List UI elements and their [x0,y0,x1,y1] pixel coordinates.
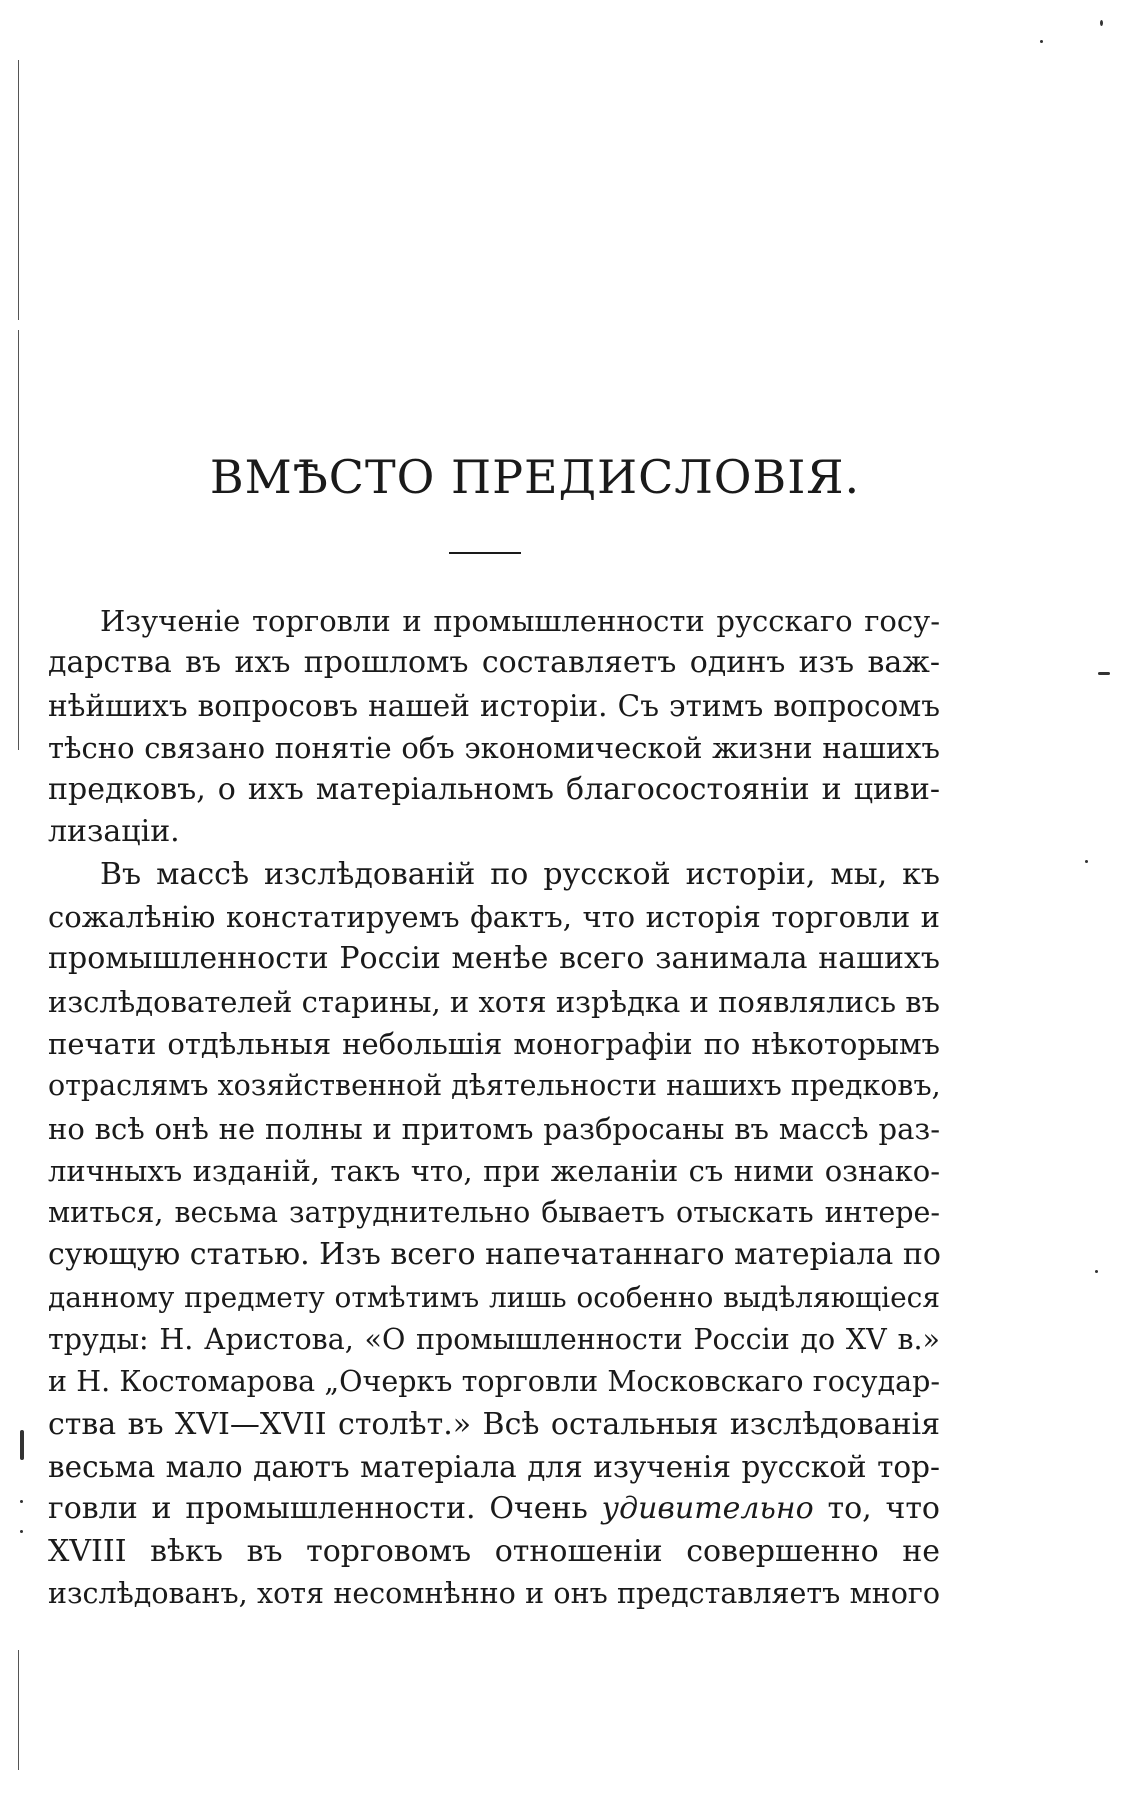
title-rule [449,552,521,554]
scan-edge-mark [18,330,19,750]
italic-emphasis: удивительно [601,1491,814,1527]
text-line: личныхъ изданій, такъ что, при желаніи съ ними ознако- [48,1153,940,1188]
scan-speck [20,1430,24,1460]
page-title: ВМѢСТО ПРЕДИСЛОВІЯ. [209,450,861,504]
text-line: изслѣдованъ, хотя несомнѣнно и онъ представляетъ много [48,1576,940,1610]
scan-speck [1085,860,1088,863]
text-segment: говли и промышленности. Очень [48,1491,588,1527]
body-text [48,600,940,1615]
text-line: печати отдѣльныя небольшія монографіи по нѣкоторымъ [48,1026,940,1061]
scan-speck [1100,20,1103,26]
text-line: Изученіе торговли и промышленности русскаго госу- [100,604,940,638]
scan-speck [20,1530,23,1533]
text-line: промышленности Россіи менѣе всего занимала нашихъ [48,941,940,977]
text-line: Въ массѣ изслѣдованій по русской исторіи, мы, къ [100,856,940,892]
text-line: весьма мало даютъ матеріала для изученія русской тор- [48,1449,940,1484]
text-segment: то, что [813,1491,940,1527]
text-line: и Н. Костомарова „Очеркъ торговли Московскаго государ- [48,1365,940,1399]
scan-speck [1095,1270,1098,1273]
scan-speck [20,1500,23,1503]
text-line: труды: Н. Аристова, «О промышленности Россіи до XV в.» [48,1323,940,1357]
text-line: но всѣ онѣ не полны и притомъ разбросаны въ массѣ раз- [48,1111,940,1146]
text-line: данному предмету отмѣтимъ лишь особенно выдѣляющіеся [48,1280,940,1314]
text-line: нѣйшихъ вопросовъ нашей исторіи. Съ этимъ вопросомъ [48,688,940,723]
text-line: дарства въ ихъ прошломъ составляетъ одинъ изъ важ- [48,645,940,681]
text-line: тѣсно связано понятіе объ экономической жизни нашихъ [48,730,940,765]
text-line: сожалѣнію констатируемъ фактъ, что исторія торговли и [48,900,940,935]
scan-edge-mark [18,1650,19,1770]
text-line: изслѣдователей старины, и хотя изрѣдка и появлялись въ [48,984,940,1019]
scan-speck [1098,672,1110,675]
text-line: миться, весьма затруднительно бываетъ отыскать интере- [48,1196,940,1230]
text-line: предковъ, о ихъ матеріальномъ благосостояніи и циви- [48,772,940,808]
text-line: XVIII вѣкъ въ торговомъ отношеніи совершенно не [48,1533,940,1569]
text-line [48,1488,940,1530]
text-line: лизаціи. [48,814,180,850]
scan-speck [1040,40,1043,43]
text-line: ства въ XVI—XVII столѣт.» Всѣ остальныя изслѣдованія [48,1406,940,1442]
text-line: отраслямъ хозяйственной дѣятельности нашихъ предковъ, [48,1069,941,1103]
text-line: сующую статью. Изъ всего напечатаннаго матеріала по [48,1237,941,1273]
scan-edge-mark [18,60,19,320]
